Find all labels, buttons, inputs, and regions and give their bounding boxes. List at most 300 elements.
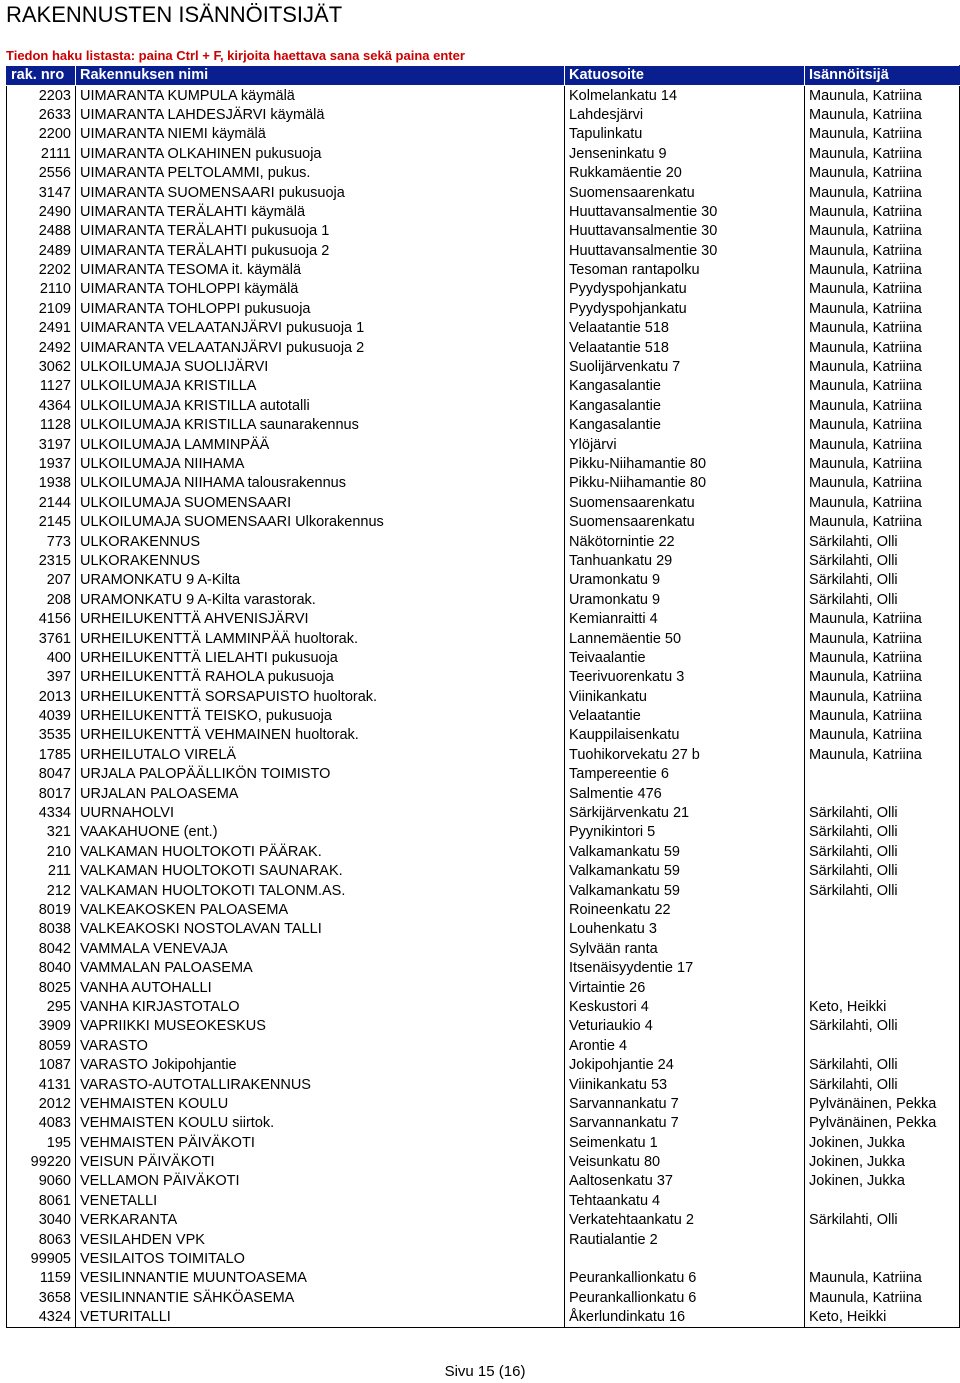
building-name-cell: UIMARANTA TESOMA it. käymälä — [76, 261, 565, 280]
street-address-cell: Åkerlundinkatu 16 — [565, 1308, 805, 1328]
page-number: Sivu 15 (16) — [444, 1363, 526, 1380]
building-name-cell: UIMARANTA LAHDESJÄRVI käymälä — [76, 106, 565, 125]
property-manager-cell: Maunula, Katriina — [805, 86, 960, 106]
table-row — [7, 416, 960, 435]
table-row — [7, 435, 960, 454]
building-name-cell: UIMARANTA TOHLOPPI pukusuoja — [76, 300, 565, 319]
property-manager-cell: Särkilahti, Olli — [805, 552, 960, 571]
property-manager-cell: Maunula, Katriina — [805, 668, 960, 687]
street-address-cell: Keskustori 4 — [565, 998, 805, 1017]
building-name-cell: URHEILUKENTTÄ TEISKO, pukusuoja — [76, 707, 565, 726]
building-number-cell: 8040 — [7, 959, 76, 978]
property-manager-cell: Maunula, Katriina — [805, 746, 960, 765]
table-row — [7, 726, 960, 745]
building-name-cell: VERKARANTA — [76, 1211, 565, 1230]
table-row — [7, 707, 960, 726]
table-row — [7, 1308, 960, 1328]
table-row — [7, 1095, 960, 1114]
building-name-cell: UIMARANTA OLKAHINEN pukusuoja — [76, 145, 565, 164]
street-address-cell: Salmentie 476 — [565, 784, 805, 803]
building-number-cell: 1159 — [7, 1269, 76, 1288]
table-row — [7, 1133, 960, 1152]
building-number-cell: 1785 — [7, 746, 76, 765]
building-name-cell: UIMARANTA NIEMI käymälä — [76, 125, 565, 144]
building-number-cell: 773 — [7, 532, 76, 551]
table-row — [7, 222, 960, 241]
table-row — [7, 1230, 960, 1249]
table-row — [7, 106, 960, 125]
building-number-cell: 2492 — [7, 338, 76, 357]
building-number-cell: 4083 — [7, 1114, 76, 1133]
building-name-cell: VALKEAKOSKEN PALOASEMA — [76, 901, 565, 920]
property-manager-cell — [805, 1192, 960, 1211]
building-number-cell: 321 — [7, 823, 76, 842]
property-manager-cell: Särkilahti, Olli — [805, 571, 960, 590]
building-name-cell: VAPRIIKKI MUSEOKESKUS — [76, 1017, 565, 1036]
building-name-cell: URJALA PALOPÄÄLLIKÖN TOIMISTO — [76, 765, 565, 784]
property-manager-cell — [805, 901, 960, 920]
page-title: RAKENNUSTEN ISÄNNÖITSIJÄT — [6, 2, 343, 27]
table-row — [7, 1075, 960, 1094]
street-address-cell: Kemianraitti 4 — [565, 610, 805, 629]
property-manager-cell: Keto, Heikki — [805, 998, 960, 1017]
street-address-cell: Virtaintie 26 — [565, 978, 805, 997]
property-manager-cell: Särkilahti, Olli — [805, 881, 960, 900]
building-number-cell: 8038 — [7, 920, 76, 939]
table-row — [7, 940, 960, 959]
property-manager-cell: Maunula, Katriina — [805, 338, 960, 357]
table-row — [7, 804, 960, 823]
street-address-cell: Suomensaarenkatu — [565, 494, 805, 513]
header-street-address: Katuosoite — [565, 66, 805, 86]
table-row — [7, 242, 960, 261]
building-name-cell: URHEILUKENTTÄ RAHOLA pukusuoja — [76, 668, 565, 687]
building-name-cell: VARASTO-AUTOTALLIRAKENNUS — [76, 1075, 565, 1094]
street-address-cell: Ylöjärvi — [565, 435, 805, 454]
building-number-cell: 2202 — [7, 261, 76, 280]
property-manager-cell — [805, 920, 960, 939]
building-name-cell: VALKEAKOSKI NOSTOLAVAN TALLI — [76, 920, 565, 939]
property-manager-cell: Jokinen, Jukka — [805, 1133, 960, 1152]
street-address-cell — [565, 1250, 805, 1269]
building-number-cell: 8042 — [7, 940, 76, 959]
property-manager-cell: Maunula, Katriina — [805, 203, 960, 222]
street-address-cell: Huuttavansalmentie 30 — [565, 203, 805, 222]
property-manager-cell: Särkilahti, Olli — [805, 1056, 960, 1075]
building-name-cell: ULKOILUMAJA KRISTILLA saunarakennus — [76, 416, 565, 435]
building-number-cell: 8019 — [7, 901, 76, 920]
street-address-cell: Arontie 4 — [565, 1037, 805, 1056]
building-number-cell: 2110 — [7, 280, 76, 299]
street-address-cell: Lannemäentie 50 — [565, 629, 805, 648]
building-name-cell: VALKAMAN HUOLTOKOTI SAUNARAK. — [76, 862, 565, 881]
building-number-cell: 2145 — [7, 513, 76, 532]
property-manager-cell: Maunula, Katriina — [805, 300, 960, 319]
street-address-cell: Kauppilaisenkatu — [565, 726, 805, 745]
building-name-cell: UIMARANTA TERÄLAHTI pukusuoja 1 — [76, 222, 565, 241]
street-address-cell: Peurankallionkatu 6 — [565, 1289, 805, 1308]
table-row — [7, 1056, 960, 1075]
building-name-cell: UIMARANTA KUMPULA käymälä — [76, 86, 565, 106]
table-row — [7, 823, 960, 842]
building-name-cell: ULKOILUMAJA KRISTILLA autotalli — [76, 397, 565, 416]
building-number-cell: 3062 — [7, 358, 76, 377]
header-building-name: Rakennuksen nimi — [76, 66, 565, 86]
street-address-cell: Pyydyspohjankatu — [565, 300, 805, 319]
table-row — [7, 746, 960, 765]
table-row — [7, 338, 960, 357]
header-building-number: rak. nro — [7, 66, 76, 86]
table-row — [7, 843, 960, 862]
building-name-cell: VARASTO Jokipohjantie — [76, 1056, 565, 1075]
street-address-cell: Velaatantie 518 — [565, 338, 805, 357]
building-number-cell: 2491 — [7, 319, 76, 338]
property-manager-cell: Maunula, Katriina — [805, 474, 960, 493]
building-name-cell: ULKOILUMAJA KRISTILLA — [76, 377, 565, 396]
street-address-cell: Rukkamäentie 20 — [565, 164, 805, 183]
building-number-cell: 2203 — [7, 86, 76, 106]
building-number-cell: 397 — [7, 668, 76, 687]
table-row — [7, 668, 960, 687]
street-address-cell: Lahdesjärvi — [565, 106, 805, 125]
building-name-cell: VALKAMAN HUOLTOKOTI PÄÄRAK. — [76, 843, 565, 862]
table-row — [7, 1269, 960, 1288]
building-name-cell: UIMARANTA PELTOLAMMI, pukus. — [76, 164, 565, 183]
street-address-cell: Kangasalantie — [565, 397, 805, 416]
street-address-cell: Sarvannankatu 7 — [565, 1095, 805, 1114]
street-address-cell: Tanhuankatu 29 — [565, 552, 805, 571]
building-number-cell: 2012 — [7, 1095, 76, 1114]
table-row — [7, 552, 960, 571]
building-name-cell: ULKOILUMAJA NIIHAMA talousrakennus — [76, 474, 565, 493]
table-row — [7, 532, 960, 551]
building-number-cell: 1937 — [7, 455, 76, 474]
building-name-cell: VEISUN PÄIVÄKOTI — [76, 1153, 565, 1172]
street-address-cell: Verkatehtaankatu 2 — [565, 1211, 805, 1230]
property-manager-cell: Maunula, Katriina — [805, 494, 960, 513]
property-manager-cell: Särkilahti, Olli — [805, 823, 960, 842]
street-address-cell: Kangasalantie — [565, 377, 805, 396]
street-address-cell: Seimenkatu 1 — [565, 1133, 805, 1152]
building-number-cell: 3197 — [7, 435, 76, 454]
table-row — [7, 125, 960, 144]
building-number-cell: 99220 — [7, 1153, 76, 1172]
property-manager-cell: Särkilahti, Olli — [805, 532, 960, 551]
property-manager-cell — [805, 1230, 960, 1249]
property-manager-cell: Maunula, Katriina — [805, 629, 960, 648]
building-name-cell: VELLAMON PÄIVÄKOTI — [76, 1172, 565, 1191]
building-number-cell: 2556 — [7, 164, 76, 183]
street-address-cell: Viinikankatu 53 — [565, 1075, 805, 1094]
street-address-cell: Tampereentie 6 — [565, 765, 805, 784]
table-row — [7, 377, 960, 396]
table-row — [7, 1037, 960, 1056]
street-address-cell: Jenseninkatu 9 — [565, 145, 805, 164]
property-manager-cell: Särkilahti, Olli — [805, 843, 960, 862]
table-row — [7, 978, 960, 997]
street-address-cell: Veisunkatu 80 — [565, 1153, 805, 1172]
building-number-cell: 211 — [7, 862, 76, 881]
building-name-cell: URHEILUKENTTÄ SORSAPUISTO huoltorak. — [76, 688, 565, 707]
street-address-cell: Tapulinkatu — [565, 125, 805, 144]
street-address-cell: Jokipohjantie 24 — [565, 1056, 805, 1075]
building-number-cell: 4364 — [7, 397, 76, 416]
street-address-cell: Pyynikintori 5 — [565, 823, 805, 842]
property-manager-cell: Maunula, Katriina — [805, 377, 960, 396]
table-row — [7, 1192, 960, 1211]
table-row — [7, 610, 960, 629]
building-number-cell: 210 — [7, 843, 76, 862]
property-manager-cell: Maunula, Katriina — [805, 688, 960, 707]
building-name-cell: VEHMAISTEN KOULU — [76, 1095, 565, 1114]
building-number-cell: 3147 — [7, 183, 76, 202]
table-row — [7, 145, 960, 164]
property-manager-cell — [805, 940, 960, 959]
property-manager-cell: Maunula, Katriina — [805, 707, 960, 726]
building-name-cell: VAAKAHUONE (ent.) — [76, 823, 565, 842]
street-address-cell: Roineenkatu 22 — [565, 901, 805, 920]
street-address-cell: Näkötornintie 22 — [565, 532, 805, 551]
table-row — [7, 494, 960, 513]
table-row — [7, 591, 960, 610]
table-row — [7, 688, 960, 707]
street-address-cell: Viinikankatu — [565, 688, 805, 707]
building-number-cell: 2111 — [7, 145, 76, 164]
table-row — [7, 1211, 960, 1230]
table-row — [7, 784, 960, 803]
table-row — [7, 629, 960, 648]
street-address-cell: Uramonkatu 9 — [565, 591, 805, 610]
table-row — [7, 319, 960, 338]
property-manager-cell: Maunula, Katriina — [805, 435, 960, 454]
building-number-cell: 8059 — [7, 1037, 76, 1056]
table-row — [7, 881, 960, 900]
table-row — [7, 1153, 960, 1172]
building-number-cell: 208 — [7, 591, 76, 610]
property-manager-cell: Maunula, Katriina — [805, 1269, 960, 1288]
property-manager-cell: Maunula, Katriina — [805, 164, 960, 183]
property-manager-cell: Maunula, Katriina — [805, 242, 960, 261]
property-manager-cell: Jokinen, Jukka — [805, 1153, 960, 1172]
table-row — [7, 203, 960, 222]
property-manager-cell: Särkilahti, Olli — [805, 1075, 960, 1094]
street-address-cell: Peurankallionkatu 6 — [565, 1269, 805, 1288]
building-number-cell: 195 — [7, 1133, 76, 1152]
street-address-cell: Teerivuorenkatu 3 — [565, 668, 805, 687]
building-number-cell: 4131 — [7, 1075, 76, 1094]
property-manager-cell: Särkilahti, Olli — [805, 591, 960, 610]
property-manager-cell: Maunula, Katriina — [805, 222, 960, 241]
building-name-cell: URJALAN PALOASEMA — [76, 784, 565, 803]
building-number-cell: 3761 — [7, 629, 76, 648]
property-manager-cell: Maunula, Katriina — [805, 358, 960, 377]
table-row — [7, 474, 960, 493]
buildings-table — [6, 65, 960, 1328]
building-number-cell: 3658 — [7, 1289, 76, 1308]
building-number-cell: 2109 — [7, 300, 76, 319]
building-name-cell: VENETALLI — [76, 1192, 565, 1211]
table-row — [7, 261, 960, 280]
property-manager-cell: Maunula, Katriina — [805, 610, 960, 629]
street-address-cell: Sarvannankatu 7 — [565, 1114, 805, 1133]
street-address-cell: Pikku-Niihamantie 80 — [565, 455, 805, 474]
building-name-cell: VANHA AUTOHALLI — [76, 978, 565, 997]
street-address-cell: Aaltosenkatu 37 — [565, 1172, 805, 1191]
street-address-cell: Velaatantie 518 — [565, 319, 805, 338]
property-manager-cell: Maunula, Katriina — [805, 416, 960, 435]
building-name-cell: VALKAMAN HUOLTOKOTI TALONM.AS. — [76, 881, 565, 900]
table-row — [7, 920, 960, 939]
building-number-cell: 2488 — [7, 222, 76, 241]
property-manager-cell: Särkilahti, Olli — [805, 1211, 960, 1230]
building-name-cell: VANHA KIRJASTOTALO — [76, 998, 565, 1017]
building-name-cell: VAMMALA VENEVAJA — [76, 940, 565, 959]
property-manager-cell: Maunula, Katriina — [805, 726, 960, 745]
building-number-cell: 2489 — [7, 242, 76, 261]
property-manager-cell: Maunula, Katriina — [805, 397, 960, 416]
building-number-cell: 4156 — [7, 610, 76, 629]
property-manager-cell: Särkilahti, Olli — [805, 862, 960, 881]
property-manager-cell — [805, 1250, 960, 1269]
street-address-cell: Tesoman rantapolku — [565, 261, 805, 280]
building-number-cell: 8047 — [7, 765, 76, 784]
property-manager-cell: Maunula, Katriina — [805, 649, 960, 668]
building-name-cell: ULKORAKENNUS — [76, 552, 565, 571]
table-row — [7, 901, 960, 920]
building-name-cell: UIMARANTA VELAATANJÄRVI pukusuoja 1 — [76, 319, 565, 338]
building-name-cell: URHEILUKENTTÄ LIELAHTI pukusuoja — [76, 649, 565, 668]
building-name-cell: URHEILUKENTTÄ AHVENISJÄRVI — [76, 610, 565, 629]
building-number-cell: 99905 — [7, 1250, 76, 1269]
property-manager-cell: Maunula, Katriina — [805, 145, 960, 164]
property-manager-cell: Keto, Heikki — [805, 1308, 960, 1328]
street-address-cell: Suolijärvenkatu 7 — [565, 358, 805, 377]
property-manager-cell: Maunula, Katriina — [805, 513, 960, 532]
building-number-cell: 2315 — [7, 552, 76, 571]
building-name-cell: VAMMALAN PALOASEMA — [76, 959, 565, 978]
table-row — [7, 1289, 960, 1308]
header-property-manager: Isännöitsijä — [805, 66, 960, 86]
building-number-cell: 212 — [7, 881, 76, 900]
property-manager-cell: Maunula, Katriina — [805, 125, 960, 144]
building-name-cell: VESILINNANTIE SÄHKÖASEMA — [76, 1289, 565, 1308]
building-name-cell: URAMONKATU 9 A-Kilta varastorak. — [76, 591, 565, 610]
table-row — [7, 513, 960, 532]
building-number-cell: 8063 — [7, 1230, 76, 1249]
building-name-cell: ULKOILUMAJA NIIHAMA — [76, 455, 565, 474]
building-number-cell: 8017 — [7, 784, 76, 803]
building-number-cell: 1087 — [7, 1056, 76, 1075]
building-number-cell: 2013 — [7, 688, 76, 707]
street-address-cell: Valkamankatu 59 — [565, 843, 805, 862]
building-name-cell: VEHMAISTEN KOULU siirtok. — [76, 1114, 565, 1133]
property-manager-cell — [805, 765, 960, 784]
street-address-cell: Velaatantie — [565, 707, 805, 726]
table-body — [7, 86, 960, 1328]
building-number-cell: 4324 — [7, 1308, 76, 1328]
table-row — [7, 862, 960, 881]
building-name-cell: ULKOILUMAJA LAMMINPÄÄ — [76, 435, 565, 454]
building-name-cell: URHEILUTALO VIRELÄ — [76, 746, 565, 765]
property-manager-cell — [805, 784, 960, 803]
building-number-cell: 4334 — [7, 804, 76, 823]
property-manager-cell: Särkilahti, Olli — [805, 1017, 960, 1036]
property-manager-cell: Pylvänäinen, Pekka — [805, 1114, 960, 1133]
building-name-cell: URAMONKATU 9 A-Kilta — [76, 571, 565, 590]
building-number-cell: 2633 — [7, 106, 76, 125]
table-row — [7, 649, 960, 668]
property-manager-cell: Pylvänäinen, Pekka — [805, 1095, 960, 1114]
property-manager-cell: Maunula, Katriina — [805, 455, 960, 474]
table-row — [7, 1172, 960, 1191]
building-name-cell: URHEILUKENTTÄ LAMMINPÄÄ huoltorak. — [76, 629, 565, 648]
table-row — [7, 1017, 960, 1036]
search-hint: Tiedon haku listasta: paina Ctrl + F, kirjoita haettava sana sekä paina enter — [6, 48, 465, 63]
street-address-cell: Kolmelankatu 14 — [565, 86, 805, 106]
street-address-cell: Tehtaankatu 4 — [565, 1192, 805, 1211]
building-name-cell: UIMARANTA TERÄLAHTI pukusuoja 2 — [76, 242, 565, 261]
table-row — [7, 86, 960, 106]
street-address-cell: Huuttavansalmentie 30 — [565, 222, 805, 241]
building-number-cell: 2200 — [7, 125, 76, 144]
building-number-cell: 9060 — [7, 1172, 76, 1191]
property-manager-cell: Maunula, Katriina — [805, 106, 960, 125]
property-manager-cell: Särkilahti, Olli — [805, 804, 960, 823]
building-name-cell: VETURITALLI — [76, 1308, 565, 1328]
building-number-cell: 3535 — [7, 726, 76, 745]
table-row — [7, 1114, 960, 1133]
table-row — [7, 183, 960, 202]
building-name-cell: VESILAHDEN VPK — [76, 1230, 565, 1249]
building-number-cell: 2490 — [7, 203, 76, 222]
building-name-cell: UIMARANTA TERÄLAHTI käymälä — [76, 203, 565, 222]
building-number-cell: 3909 — [7, 1017, 76, 1036]
building-number-cell: 4039 — [7, 707, 76, 726]
street-address-cell: Valkamankatu 59 — [565, 881, 805, 900]
street-address-cell: Rautialantie 2 — [565, 1230, 805, 1249]
street-address-cell: Pikku-Niihamantie 80 — [565, 474, 805, 493]
table-row — [7, 998, 960, 1017]
table-row — [7, 358, 960, 377]
building-number-cell: 8025 — [7, 978, 76, 997]
building-number-cell: 295 — [7, 998, 76, 1017]
table-row — [7, 959, 960, 978]
building-number-cell: 1127 — [7, 377, 76, 396]
building-number-cell: 1128 — [7, 416, 76, 435]
table-row — [7, 455, 960, 474]
building-number-cell: 400 — [7, 649, 76, 668]
table-row — [7, 1250, 960, 1269]
building-name-cell: UIMARANTA SUOMENSAARI pukusuoja — [76, 183, 565, 202]
street-address-cell: Veturiaukio 4 — [565, 1017, 805, 1036]
table-row — [7, 164, 960, 183]
property-manager-cell: Maunula, Katriina — [805, 261, 960, 280]
building-name-cell: ULKOILUMAJA SUOLIJÄRVI — [76, 358, 565, 377]
street-address-cell: Teivaalantie — [565, 649, 805, 668]
property-manager-cell: Maunula, Katriina — [805, 280, 960, 299]
street-address-cell: Sylvään ranta — [565, 940, 805, 959]
street-address-cell: Suomensaarenkatu — [565, 183, 805, 202]
building-name-cell: VARASTO — [76, 1037, 565, 1056]
building-name-cell: ULKORAKENNUS — [76, 532, 565, 551]
property-manager-cell: Jokinen, Jukka — [805, 1172, 960, 1191]
street-address-cell: Louhenkatu 3 — [565, 920, 805, 939]
building-number-cell: 3040 — [7, 1211, 76, 1230]
street-address-cell: Suomensaarenkatu — [565, 513, 805, 532]
street-address-cell: Kangasalantie — [565, 416, 805, 435]
property-manager-cell: Maunula, Katriina — [805, 1289, 960, 1308]
street-address-cell: Pyydyspohjankatu — [565, 280, 805, 299]
